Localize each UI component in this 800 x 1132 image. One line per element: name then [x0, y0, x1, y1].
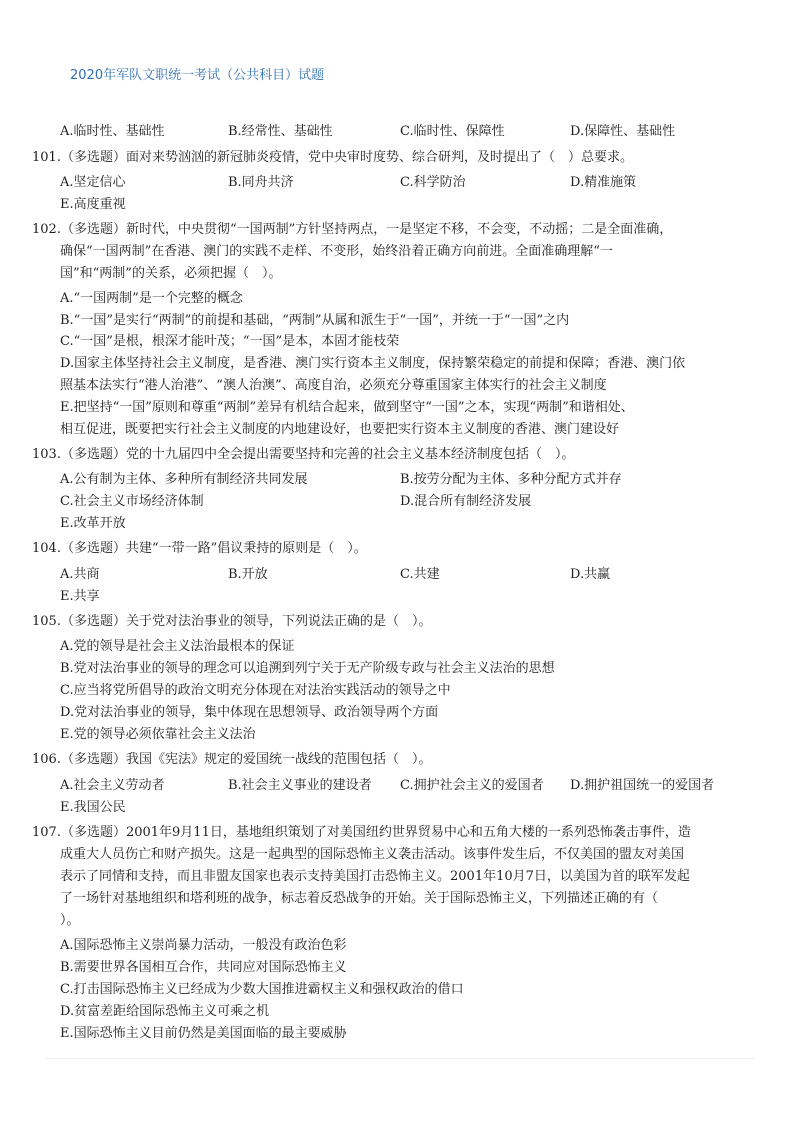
q101-option-d: D.精准施策 — [570, 175, 637, 190]
q100-option-d: D.保障性、基础性 — [570, 124, 676, 139]
q106-option-d: D.拥护祖国统一的爱国者 — [570, 778, 715, 793]
q102-option-e-cont: 相互促进，既要把实行社会主义制度的内地建设好，也要把实行资本主义制度的香港、澳门建设好 — [60, 422, 620, 437]
q107-option-c: C.打击国际恐怖主义已经成为少数大国推进霸权主义和强权政治的借口 — [60, 982, 464, 997]
q105-option-c: C.应当将党所倡导的政治文明充分体现在对法治实践活动的领导之中 — [60, 683, 451, 698]
q106-option-b: B.社会主义事业的建设者 — [228, 778, 372, 793]
q107-option-a: A.国际恐怖主义崇尚暴力活动，一般没有政治色彩 — [60, 938, 347, 953]
q100-option-a: A.临时性、基础性 — [60, 124, 165, 139]
q101-option-b: B.同舟共济 — [228, 175, 294, 190]
q101-stem: 101.（多选题）面对来势汹汹的新冠肺炎疫情，党中央审时度势、综合研判，及时提出了（ ）总要求。 — [32, 150, 633, 165]
q103-option-b: B.按劳分配为主体、多种分配方式并存 — [400, 472, 622, 487]
q107-stem-line-2: 成重大人员伤亡和财产损失。这是一起典型的国际恐怖主义袭击活动。该事件发生后，不仅美国的盟友对美国 — [60, 847, 685, 862]
q101-option-e: E.高度重视 — [60, 197, 126, 212]
q104-option-a: A.共商 — [60, 567, 100, 582]
q102-option-e: E.把坚持“一国”原则和尊重“两制”差异有机结合起来，做到坚守“一国”之本，实现“两制”和谐相处、 — [60, 400, 634, 415]
q103-stem: 103.（多选题）党的十九届四中全会提出需要坚持和完善的社会主义基本经济制度包括（ ）。 — [32, 447, 575, 462]
q103-option-d: D.混合所有制经济发展 — [400, 494, 532, 509]
q103-option-a: A.公有制为主体、多种所有制经济共同发展 — [60, 472, 308, 487]
q105-option-b: B.党对法治事业的领导的理念可以追溯到列宁关于无产阶级专政与社会主义法治的思想 — [60, 661, 555, 676]
page-title: 2020年军队文职统一考试（公共科目）试题 — [70, 68, 325, 83]
q101-option-c: C.科学防治 — [400, 175, 466, 190]
q107-stem-line-1: 107.（多选题）2001年9月11日，基地组织策划了对美国纽约世界贸易中心和五角大楼的一系列恐怖袭击事件，造 — [32, 825, 691, 840]
q101-option-a: A.坚定信心 — [60, 175, 126, 190]
q105-option-d: D.党对法治事业的领导，集中体现在思想领导、政治领导两个方面 — [60, 705, 439, 720]
q104-option-d: D.共赢 — [570, 567, 611, 582]
q107-stem-line-3: 表示了同情和支持，而且非盟友国家也表示支持美国打击恐怖主义。2001年10月7日，以美国为首的联军发起 — [60, 869, 690, 884]
q104-option-c: C.共建 — [400, 567, 440, 582]
q106-stem: 106.（多选题）我国《宪法》规定的爱国统一战线的范围包括（ ）。 — [32, 752, 432, 767]
q104-stem: 104.（多选题）共建“一带一路”倡议秉持的原则是（ ）。 — [32, 541, 367, 556]
q102-stem-line-2: 确保“一国两制”在香港、澳门的实践不走样、不变形，始终沿着正确方向前进。全面准确理解“一 — [60, 244, 613, 259]
q105-option-a: A.党的领导是社会主义法治最根本的保证 — [60, 639, 295, 654]
q107-option-d: D.贫富差距给国际恐怖主义可乘之机 — [60, 1004, 270, 1019]
q106-option-c: C.拥护社会主义的爱国者 — [400, 778, 544, 793]
q104-option-e: E.共享 — [60, 589, 100, 604]
q100-option-c: C.临时性、保障性 — [400, 124, 505, 139]
q102-option-d-cont: 照基本法实行“港人治港”、“澳人治澳”、高度自治，必须充分尊重国家主体实行的社会主义制度 — [60, 378, 607, 393]
q105-stem: 105.（多选题）关于党对法治事业的领导，下列说法正确的是（ ）。 — [32, 614, 432, 629]
q102-option-c: C.“一国”是根，根深才能叶茂；“一国”是本，本固才能枝荣 — [60, 334, 400, 349]
q104-option-b: B.开放 — [228, 567, 268, 582]
page-footer-divider — [45, 1058, 755, 1059]
q107-stem-line-5: ）。 — [60, 913, 80, 928]
q102-stem-line-3: 国”和“两制”的关系，必须把握（ ）。 — [60, 266, 282, 281]
q106-option-a: A.社会主义劳动者 — [60, 778, 165, 793]
q100-option-b: B.经常性、基础性 — [228, 124, 333, 139]
q107-option-e: E.国际恐怖主义目前仍然是美国面临的最主要威胁 — [60, 1026, 347, 1041]
q103-option-c: C.社会主义市场经济体制 — [60, 494, 204, 509]
q102-option-a: A.“一国两制”是一个完整的概念 — [60, 291, 243, 306]
q102-option-b: B.“一国”是实行“两制”的前提和基础，“两制”从属和派生于“一国”，并统一于“一国”之内 — [60, 313, 570, 328]
q102-option-d: D.国家主体坚持社会主义制度，是香港、澳门实行资本主义制度，保持繁荣稳定的前提和保障；香港、澳门依 — [60, 356, 686, 371]
q107-stem-line-4: 了一场针对基地组织和塔利班的战争，标志着反恐战争的开始。关于国际恐怖主义，下列描述正确的有（ — [60, 891, 659, 906]
q106-option-e: E.我国公民 — [60, 800, 126, 815]
q102-stem-line-1: 102.（多选题）新时代，中央贯彻“一国两制”方针坚持两点，一是坚定不移，不会变，不动摇；二是全面准确， — [32, 222, 673, 237]
q107-option-b: B.需要世界各国相互合作，共同应对国际恐怖主义 — [60, 960, 347, 975]
q105-option-e: E.党的领导必须依靠社会主义法治 — [60, 727, 256, 742]
q103-option-e: E.改革开放 — [60, 516, 126, 531]
